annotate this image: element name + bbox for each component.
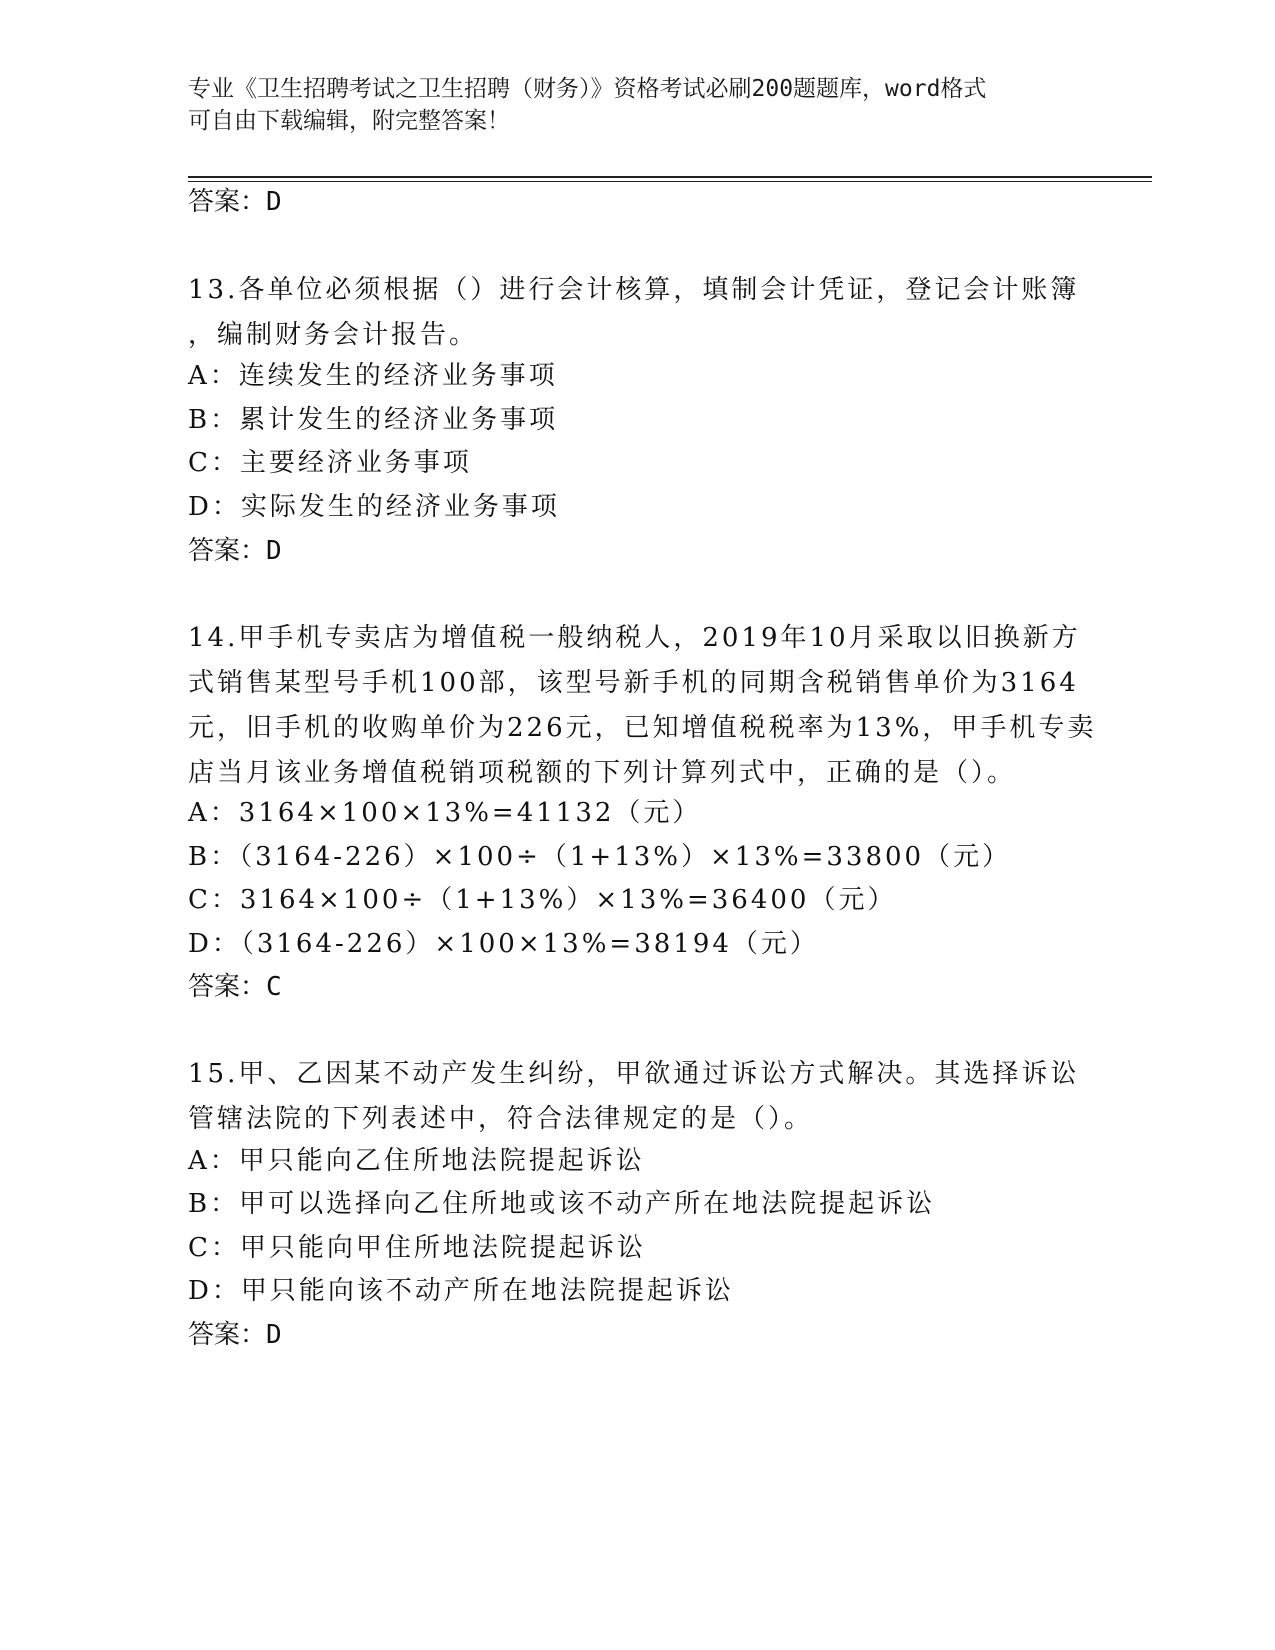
question-13-option-d: D：实际发生的经济业务事项 bbox=[188, 492, 560, 522]
question-14-answer: 答案：C bbox=[188, 972, 282, 1002]
question-15-option-d: D：甲只能向该不动产所在地法院提起诉讼 bbox=[188, 1276, 734, 1306]
question-15-line-2: 管辖法院的下列表述中，符合法律规定的是（）。 bbox=[188, 1104, 814, 1134]
question-14-option-d: D：（3164-226）×100×13%=38194（元） bbox=[188, 929, 819, 959]
question-14-line-1: 14.甲手机专卖店为增值税一般纳税人，2019年10月采取以旧换新方 bbox=[188, 623, 1081, 653]
question-15-option-c: C：甲只能向甲住所地法院提起诉讼 bbox=[188, 1233, 646, 1263]
question-13-answer: 答案：D bbox=[188, 536, 282, 566]
question-13-option-b: B：累计发生的经济业务事项 bbox=[188, 405, 559, 435]
question-15-answer: 答案：D bbox=[188, 1320, 282, 1350]
question-14-option-a: A：3164×100×13%=41132（元） bbox=[188, 798, 702, 828]
question-14-line-2: 式销售某型号手机100部，该型号新手机的同期含税销售单价为3164 bbox=[188, 668, 1079, 698]
question-14 bbox=[188, 616, 1097, 796]
question-15-option-a: A：甲只能向乙住所地法院提起诉讼 bbox=[188, 1146, 645, 1176]
question-14-option-c: C：3164×100÷（1+13%）×13%=36400（元） bbox=[188, 885, 897, 915]
question-13-line-2: ，编制财务会计报告。 bbox=[188, 320, 479, 350]
header-title-line-2: 可自由下载编辑，附完整答案！ bbox=[188, 108, 510, 134]
question-15-line-1: 15.甲、乙因某不动产发生纠纷，甲欲通过诉讼方式解决。其选择诉讼 bbox=[188, 1059, 1080, 1089]
question-14-line-4: 店当月该业务增值税销项税额的下列计算列式中，正确的是（）。 bbox=[188, 758, 1017, 788]
question-13-line-1: 13.各单位必须根据（）进行会计核算，填制会计凭证，登记会计账簿 bbox=[188, 275, 1080, 305]
question-13 bbox=[188, 268, 1088, 358]
header-title-line-1: 专业《卫生招聘考试之卫生招聘（财务）》资格考试必刷200题题库，word格式 bbox=[188, 76, 987, 102]
question-15-option-b: B：甲可以选择向乙住所地或该不动产所在地法院提起诉讼 bbox=[188, 1189, 936, 1219]
question-14-option-b: B：（3164-226）×100÷（1+13%）×13%=33800（元） bbox=[188, 842, 1012, 872]
question-14-line-3: 元，旧手机的收购单价为226元，已知增值税税率为13%，甲手机专卖 bbox=[188, 713, 1097, 743]
question-13-option-a: A：连续发生的经济业务事项 bbox=[188, 361, 558, 391]
question-15 bbox=[188, 1052, 1088, 1142]
document-header bbox=[188, 73, 1088, 137]
question-13-option-c: C：主要经济业务事项 bbox=[188, 448, 472, 478]
previous-answer: 答案：D bbox=[188, 187, 282, 217]
header-rule-thin bbox=[188, 181, 1152, 182]
header-rule-thick bbox=[188, 176, 1152, 178]
